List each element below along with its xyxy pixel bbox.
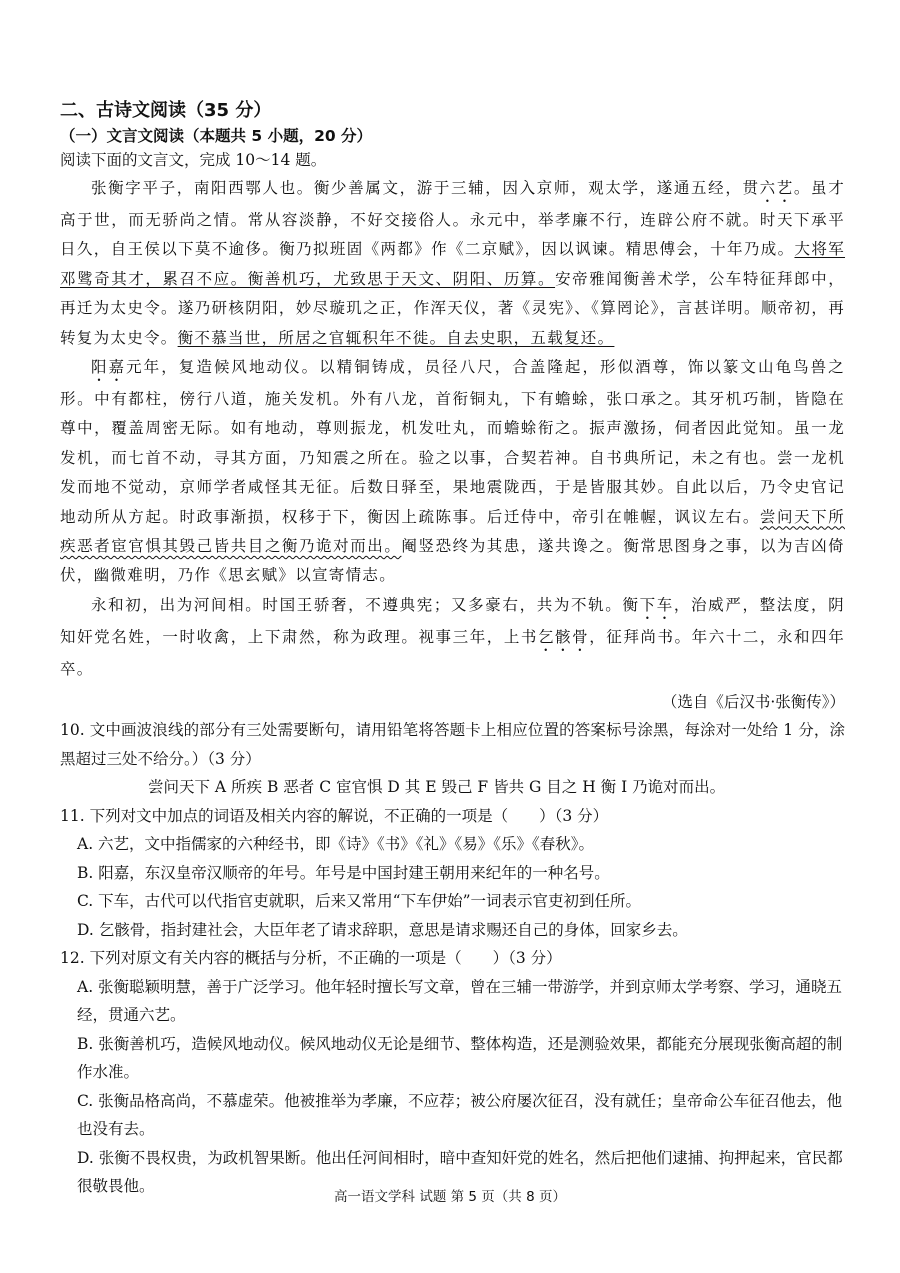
exam-page: [60, 98, 845, 1201]
passage-paragraph-3: 永和初，出为河间相。时国王骄奢，不遵典宪；又多豪右，共为不轨。衡下车，治威严，整法度，阴知奸党名姓，一时收禽，上下肃然，称为政理。视事三年，上书乞骸骨，征拜尚书。年六十二，永和四年卒。: [60, 595, 845, 678]
question-11-option-d: D. 乞骸骨，指封建社会，大臣年老了请求辞职，意思是请求赐还自己的身体，回家乡去。: [77, 920, 688, 939]
question-11: [60, 802, 845, 945]
wavy-underlined-sentence: 尝问天下所疾恶者宦官惧其毁己皆共目之衡乃诡对而出。: [60, 507, 845, 556]
passage-paragraph-1: 张衡字平子，南阳西鄂人也。衡少善属文，游于三辅，因入京师，观太学，遂通五经，贯六艺。虽才高于世，而无骄尚之情。常从容淡静，不好交接俗人。永元中，举孝廉不行，连辟公府不就。时天下承平日久，自王侯以下莫不逾侈。衡乃拟班固《两都》作《二京赋》，因以讽谏。精思傅会，十年乃成。大将军邓骘奇其才，累召不应。衡善机巧，尤致思于天文、阴阳、历算。安帝雅闻衡善术学，公车特征拜郎中，再迁为太史令。遂乃研核阴阳，妙尽璇玑之正，作浑天仪，著《灵宪》、《算罔论》，言甚详明。顺帝初，再转复为太史令。衡不慕当世，所居之官辄积年不徙。自去史职，五载复还。: [60, 179, 846, 347]
question-11-option-c: C. 下车，古代可以代指官吏就职，后来又常用“下车伊始”一词表示官吏初到任所。: [77, 892, 642, 911]
question-12-option-a: A. 张衡聪颖明慧，善于广泛学习。他年轻时擅长写文章，曾在三辅一带游学，并到京师太学考察、学习，通晓五经，贯通六艺。: [77, 977, 843, 1025]
underlined-sentence-2: 衡不慕当世，所居之官辄积年不徙。自去史职，五载复还。: [177, 328, 615, 347]
section-title: 二、古诗文阅读（35 分）: [60, 100, 272, 121]
question-12-stem: 12. 下列对原文有关内容的概括与分析，不正确的一项是（ ）（3 分）: [60, 949, 562, 968]
page-footer: 高一语文学科 试题 第 5 页（共 8 页）: [334, 1189, 566, 1205]
passage-paragraph-2: 阳嘉元年，复造候风地动仪。以精铜铸成，员径八尺，合盖隆起，形似酒尊，饰以篆文山龟鸟兽之形。中有都柱，傍行八道，施关发机。外有八龙，首衔铜丸，下有蟾蜍，张口承之。其牙机巧制，皆隐在尊中，覆盖周密无际。如有地动，尊则振龙，机发吐丸，而蟾蜍衔之。振声激扬，伺者因此觉知。虽一龙发机，而七首不动，寻其方面，乃知震之所在。验之以事，合契若神。自书典所记，未之有也。尝一龙机发而地不觉动，京师学者咸怪其无征。后数日驿至，果地震陇西，于是皆服其妙。自此以后，乃令史官记地动所从方起。时政事渐损，权移于下，衡因上疏陈事。后迁侍中，帝引在帷幄，讽议左右。尝问天下所疾恶者宦官惧其毁己皆共目之衡乃诡对而出。阉竖恐终为其患，遂共谗之。衡常思图身之事，以为吉凶倚伏，幽微难明，乃作《思玄赋》以宣寄情志。: [60, 358, 845, 585]
dotted-term-liuyi: 六艺: [759, 179, 794, 197]
question-11-option-a: A. 六艺，文中指儒家的六种经书，即《诗》《书》《礼》《易》《乐》《春秋》。: [77, 835, 595, 854]
passage-source: （选自《后汉书·张衡传》）: [661, 693, 845, 712]
question-12-option-c: C. 张衡品格高尚，不慕虚荣。他被推举为孝廉，不应荐；被公府屡次征召，没有就任；皇帝命公车征召他去，他也没有去。: [77, 1091, 843, 1139]
question-10-stem: 10. 文中画波浪线的部分有三处需要断句，请用铅笔将答题卡上相应位置的答案标号涂黑，每涂对一处给 1 分，涂黑超过三处不给分。）（3 分）: [60, 721, 845, 768]
instruction: 阅读下面的文言文，完成 10～14 题。: [60, 151, 327, 169]
question-11-option-b: B. 阳嘉，东汉皇帝汉顺帝的年号。年号是中国封建王朝用来纪年的一种名号。: [77, 863, 610, 882]
question-12: [60, 944, 845, 1201]
question-11-stem: 11. 下列对文中加点的词语及相关内容的解说，不正确的一项是（ ）（3 分）: [60, 806, 609, 825]
classical-passage: [60, 174, 845, 684]
question-10-sentence: 尝问天下 A 所疾 B 恶者 C 宦官惧 D 其 E 毁己 F 皆共 G 目之 H 衡 I 乃诡对而出。: [148, 778, 726, 797]
dotted-term-yangjia: 阳嘉: [91, 358, 127, 377]
question-12-option-d: D. 张衡不畏权贵，为政机智果断。他出任河间相时，暗中查知奸党的姓名，然后把他们逮捕、拘押起来，官民都很敬畏他。: [77, 1148, 843, 1196]
question-10: [60, 716, 845, 802]
subsection-title: （一）文言文阅读（本题共 5 小题，20 分）: [60, 127, 373, 145]
dotted-term-qihaigu: 乞骸骨: [537, 627, 590, 646]
question-12-option-b: B. 张衡善机巧，造候风地动仪。候风地动仪无论是细节、整体构造，还是测验效果，都能充分展现张衡高超的制作水准。: [77, 1034, 843, 1082]
dotted-term-xiache: 下车: [639, 595, 674, 614]
underlined-sentence-1: 大将军邓骘奇其才，累召不应。衡善机巧，尤致思于天文、阴阳、历算。: [60, 240, 846, 288]
